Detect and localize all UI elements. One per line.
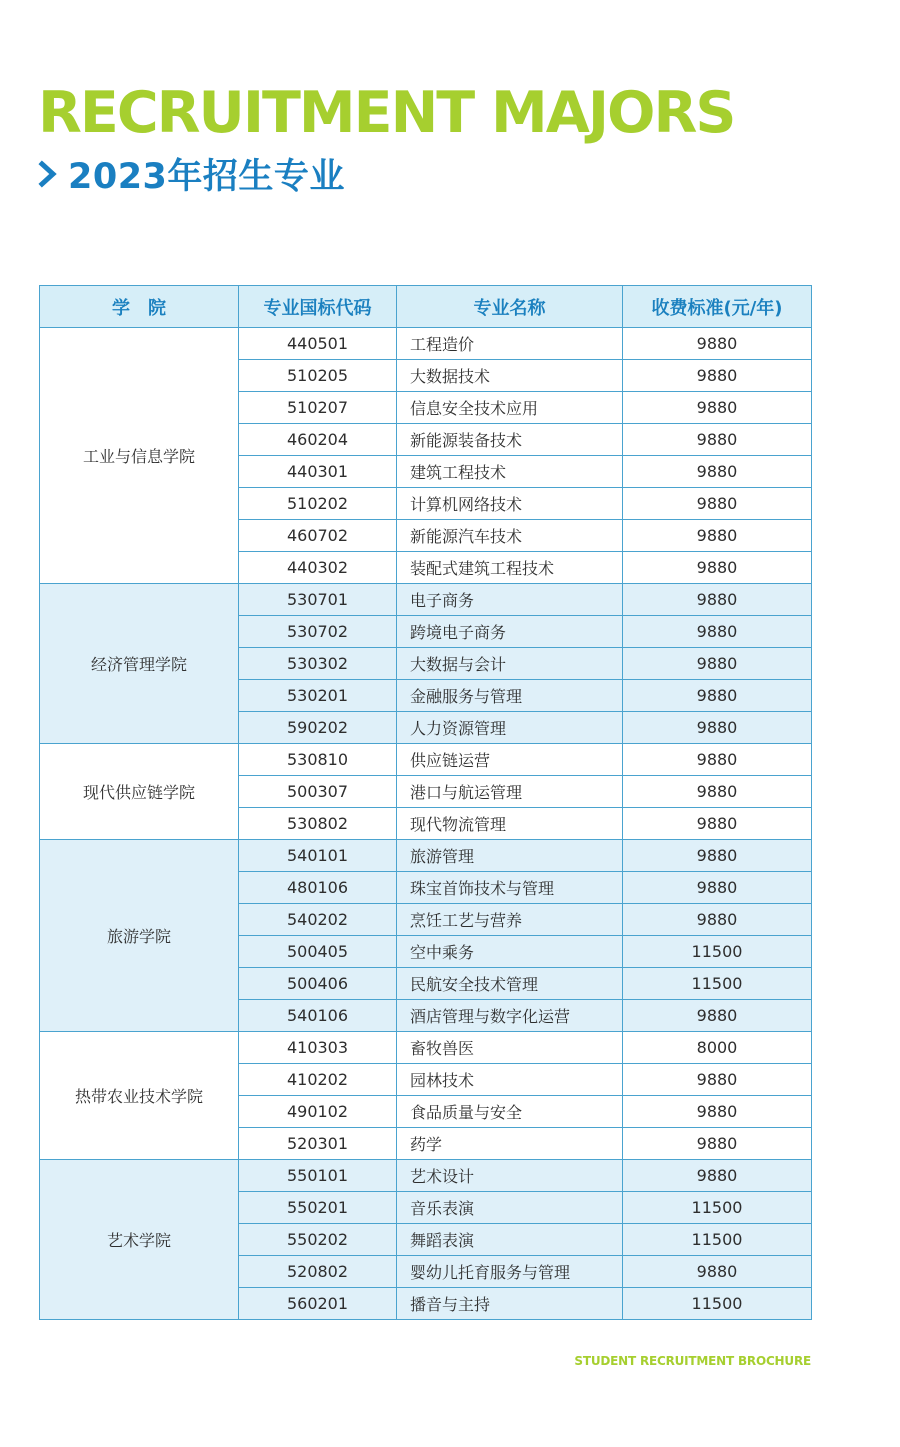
tuition-fee: 11500	[623, 1224, 812, 1256]
major-name: 现代物流管理	[397, 808, 623, 840]
major-name: 供应链运营	[397, 744, 623, 776]
major-name: 艺术设计	[397, 1160, 623, 1192]
major-name: 信息安全技术应用	[397, 392, 623, 424]
major-code: 500307	[239, 776, 397, 808]
page-subtitle	[36, 148, 345, 200]
college-name: 艺术学院	[40, 1160, 239, 1320]
table-row	[40, 744, 812, 776]
page-headline: RECRUITMENT MAJORS	[38, 80, 735, 146]
column-header-code: 专业国标代码	[239, 286, 397, 328]
column-header-college: 学 院	[40, 286, 239, 328]
tuition-fee: 9880	[623, 808, 812, 840]
major-name: 民航安全技术管理	[397, 968, 623, 1000]
tuition-fee: 9880	[623, 328, 812, 360]
column-header-fee: 收费标准(元/年)	[623, 286, 812, 328]
tuition-fee: 9880	[623, 744, 812, 776]
major-name: 工程造价	[397, 328, 623, 360]
tuition-fee: 8000	[623, 1032, 812, 1064]
tuition-fee: 11500	[623, 968, 812, 1000]
college-name: 经济管理学院	[40, 584, 239, 744]
major-code: 460204	[239, 424, 397, 456]
college-group	[40, 1032, 812, 1160]
major-name: 大数据技术	[397, 360, 623, 392]
major-code: 500405	[239, 936, 397, 968]
major-code: 530702	[239, 616, 397, 648]
tuition-fee: 9880	[623, 1128, 812, 1160]
chevron-right-icon	[36, 154, 62, 194]
college-group	[40, 840, 812, 1032]
major-code: 440301	[239, 456, 397, 488]
major-name: 装配式建筑工程技术	[397, 552, 623, 584]
college-group	[40, 744, 812, 840]
tuition-fee: 9880	[623, 904, 812, 936]
major-name: 婴幼儿托育服务与管理	[397, 1256, 623, 1288]
major-name: 酒店管理与数字化运营	[397, 1000, 623, 1032]
major-code: 530201	[239, 680, 397, 712]
major-code: 540101	[239, 840, 397, 872]
brochure-footer: STUDENT RECRUITMENT BROCHURE	[574, 1354, 811, 1368]
college-name: 工业与信息学院	[40, 328, 239, 584]
major-name: 计算机网络技术	[397, 488, 623, 520]
major-name: 食品质量与安全	[397, 1096, 623, 1128]
major-name: 金融服务与管理	[397, 680, 623, 712]
major-code: 540106	[239, 1000, 397, 1032]
major-name: 电子商务	[397, 584, 623, 616]
major-code: 530302	[239, 648, 397, 680]
subtitle-text: 2023年招生专业	[68, 157, 345, 197]
major-code: 480106	[239, 872, 397, 904]
major-name: 旅游管理	[397, 840, 623, 872]
major-code: 410303	[239, 1032, 397, 1064]
major-name: 珠宝首饰技术与管理	[397, 872, 623, 904]
tuition-fee: 9880	[623, 616, 812, 648]
major-name: 新能源汽车技术	[397, 520, 623, 552]
college-name: 旅游学院	[40, 840, 239, 1032]
major-name: 畜牧兽医	[397, 1032, 623, 1064]
major-name: 烹饪工艺与营养	[397, 904, 623, 936]
tuition-fee: 11500	[623, 1192, 812, 1224]
major-code: 510202	[239, 488, 397, 520]
table-row	[40, 1160, 812, 1192]
table-row	[40, 1032, 812, 1064]
major-code: 550201	[239, 1192, 397, 1224]
tuition-fee: 9880	[623, 488, 812, 520]
major-code: 590202	[239, 712, 397, 744]
major-name: 园林技术	[397, 1064, 623, 1096]
tuition-fee: 9880	[623, 840, 812, 872]
college-name: 现代供应链学院	[40, 744, 239, 840]
tuition-fee: 9880	[623, 360, 812, 392]
major-code: 560201	[239, 1288, 397, 1320]
tuition-fee: 9880	[623, 1096, 812, 1128]
major-code: 530802	[239, 808, 397, 840]
major-code: 540202	[239, 904, 397, 936]
college-name: 热带农业技术学院	[40, 1032, 239, 1160]
tuition-fee: 11500	[623, 1288, 812, 1320]
tuition-fee: 9880	[623, 552, 812, 584]
major-name: 空中乘务	[397, 936, 623, 968]
major-name: 舞蹈表演	[397, 1224, 623, 1256]
major-code: 410202	[239, 1064, 397, 1096]
major-name: 跨境电子商务	[397, 616, 623, 648]
major-name: 建筑工程技术	[397, 456, 623, 488]
table-header-row	[40, 286, 812, 328]
college-group	[40, 584, 812, 744]
tuition-fee: 11500	[623, 936, 812, 968]
major-code: 490102	[239, 1096, 397, 1128]
major-code: 530810	[239, 744, 397, 776]
tuition-fee: 9880	[623, 1064, 812, 1096]
tuition-fee: 9880	[623, 1160, 812, 1192]
table-row	[40, 328, 812, 360]
tuition-fee: 9880	[623, 648, 812, 680]
table-row	[40, 840, 812, 872]
college-group	[40, 328, 812, 584]
college-group	[40, 1160, 812, 1320]
tuition-fee: 9880	[623, 456, 812, 488]
major-code: 510205	[239, 360, 397, 392]
tuition-fee: 9880	[623, 584, 812, 616]
column-header-major-name: 专业名称	[397, 286, 623, 328]
major-name: 播音与主持	[397, 1288, 623, 1320]
major-code: 460702	[239, 520, 397, 552]
tuition-fee: 9880	[623, 712, 812, 744]
tuition-fee: 9880	[623, 1256, 812, 1288]
majors-table	[39, 285, 812, 1320]
major-code: 530701	[239, 584, 397, 616]
major-name: 新能源装备技术	[397, 424, 623, 456]
major-name: 人力资源管理	[397, 712, 623, 744]
major-code: 440501	[239, 328, 397, 360]
major-code: 550202	[239, 1224, 397, 1256]
major-name: 大数据与会计	[397, 648, 623, 680]
tuition-fee: 9880	[623, 520, 812, 552]
major-name: 音乐表演	[397, 1192, 623, 1224]
major-name: 港口与航运管理	[397, 776, 623, 808]
major-code: 550101	[239, 1160, 397, 1192]
table-row	[40, 584, 812, 616]
tuition-fee: 9880	[623, 1000, 812, 1032]
major-code: 520802	[239, 1256, 397, 1288]
major-code: 510207	[239, 392, 397, 424]
tuition-fee: 9880	[623, 424, 812, 456]
tuition-fee: 9880	[623, 872, 812, 904]
tuition-fee: 9880	[623, 776, 812, 808]
major-code: 440302	[239, 552, 397, 584]
major-code: 500406	[239, 968, 397, 1000]
major-code: 520301	[239, 1128, 397, 1160]
tuition-fee: 9880	[623, 680, 812, 712]
tuition-fee: 9880	[623, 392, 812, 424]
major-name: 药学	[397, 1128, 623, 1160]
